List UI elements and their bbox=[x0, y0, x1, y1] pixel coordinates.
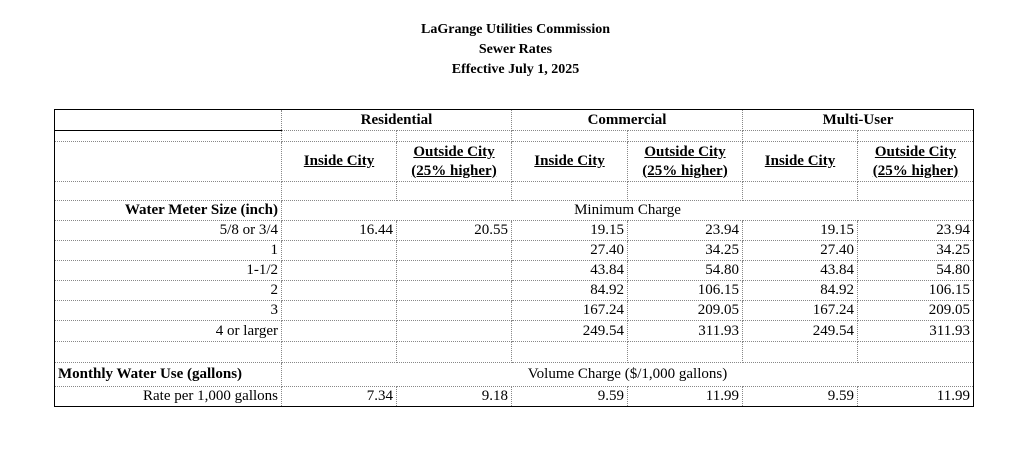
rate-cell: 20.55 bbox=[397, 221, 512, 241]
blank-cell bbox=[858, 182, 974, 201]
multi-user-outside-header bbox=[858, 142, 974, 182]
blank-cell bbox=[628, 342, 743, 363]
commission-title: LaGrange Utilities Commission bbox=[421, 22, 610, 37]
rate-cell: 34.25 bbox=[628, 241, 743, 261]
outside-city-note: (25% higher) bbox=[872, 162, 959, 179]
rate-cell: 106.15 bbox=[628, 281, 743, 301]
rate-cell: 27.40 bbox=[512, 241, 628, 261]
meter-size-cell: 1 bbox=[55, 241, 282, 261]
blank-cell bbox=[512, 182, 628, 201]
inside-city-label: Inside City bbox=[303, 153, 375, 169]
blank-cell bbox=[512, 131, 628, 142]
volume-charge-header-row bbox=[55, 363, 974, 387]
blank-cell bbox=[743, 131, 858, 142]
rate-cell bbox=[282, 321, 397, 342]
blank-cell bbox=[282, 342, 397, 363]
rate-cell: 84.92 bbox=[512, 281, 628, 301]
blank-cell bbox=[858, 131, 974, 142]
spacer-row bbox=[55, 182, 974, 201]
rate-label-cell: Rate per 1,000 gallons bbox=[55, 387, 282, 407]
blank-cell bbox=[282, 131, 397, 142]
meter-size-cell: 4 or larger bbox=[55, 321, 282, 342]
blank-cell bbox=[858, 342, 974, 363]
outside-city-note: (25% higher) bbox=[411, 162, 497, 179]
table-row bbox=[55, 281, 974, 301]
blank-cell bbox=[512, 342, 628, 363]
rate-cell: 9.59 bbox=[512, 387, 628, 407]
title-block bbox=[0, 20, 1031, 80]
spacer-row bbox=[55, 131, 974, 142]
rate-cell bbox=[397, 281, 512, 301]
volume-charge-caption: Volume Charge ($/1,000 gallons) bbox=[282, 363, 974, 387]
spacer-row bbox=[55, 342, 974, 363]
rate-cell: 11.99 bbox=[628, 387, 743, 407]
blank-cell bbox=[397, 342, 512, 363]
group-multi-user: Multi-User bbox=[743, 110, 974, 131]
meter-size-label: Water Meter Size (inch) bbox=[55, 201, 282, 221]
rate-cell: 19.15 bbox=[512, 221, 628, 241]
rate-cell: 311.93 bbox=[858, 321, 974, 342]
table-row bbox=[55, 261, 974, 281]
residential-outside-header bbox=[397, 142, 512, 182]
rate-cell: 16.44 bbox=[282, 221, 397, 241]
blank-cell bbox=[55, 342, 282, 363]
rate-cell: 311.93 bbox=[628, 321, 743, 342]
rate-cell: 19.15 bbox=[743, 221, 858, 241]
inside-city-label: Inside City bbox=[764, 153, 836, 169]
outside-city-label: Outside City bbox=[874, 143, 957, 160]
subheader-row bbox=[55, 142, 974, 182]
rate-cell bbox=[397, 261, 512, 281]
blank-cell bbox=[55, 142, 282, 182]
table-row bbox=[55, 387, 974, 407]
rate-cell: 11.99 bbox=[858, 387, 974, 407]
blank-cell bbox=[743, 182, 858, 201]
rate-cell: 249.54 bbox=[512, 321, 628, 342]
rate-cell bbox=[282, 261, 397, 281]
group-commercial: Commercial bbox=[512, 110, 743, 131]
commercial-outside-header bbox=[628, 142, 743, 182]
rate-cell: 34.25 bbox=[858, 241, 974, 261]
rate-cell: 9.59 bbox=[743, 387, 858, 407]
rate-cell: 106.15 bbox=[858, 281, 974, 301]
meter-size-cell: 2 bbox=[55, 281, 282, 301]
blank-cell bbox=[397, 131, 512, 142]
rate-cell bbox=[397, 301, 512, 321]
minimum-charge-header-row bbox=[55, 201, 974, 221]
minimum-charge-caption: Minimum Charge bbox=[282, 201, 974, 221]
rate-cell: 249.54 bbox=[743, 321, 858, 342]
outside-city-label: Outside City bbox=[644, 143, 726, 160]
blank-cell bbox=[55, 131, 282, 142]
blank-cell bbox=[628, 131, 743, 142]
rate-cell bbox=[282, 281, 397, 301]
document-subtitle: Sewer Rates bbox=[478, 42, 553, 57]
rate-cell bbox=[282, 301, 397, 321]
rate-cell: 23.94 bbox=[858, 221, 974, 241]
rate-cell: 209.05 bbox=[858, 301, 974, 321]
blank-cell bbox=[628, 182, 743, 201]
meter-size-cell: 1-1/2 bbox=[55, 261, 282, 281]
meter-size-cell: 5/8 or 3/4 bbox=[55, 221, 282, 241]
rate-cell bbox=[397, 241, 512, 261]
commercial-inside-header bbox=[512, 142, 628, 182]
rate-cell: 54.80 bbox=[628, 261, 743, 281]
residential-inside-header bbox=[282, 142, 397, 182]
blank-cell bbox=[282, 182, 397, 201]
multi-user-inside-header bbox=[743, 142, 858, 182]
blank-cell bbox=[743, 342, 858, 363]
inside-city-label: Inside City bbox=[534, 153, 605, 169]
rate-cell: 167.24 bbox=[512, 301, 628, 321]
group-header-row bbox=[55, 110, 974, 131]
table-row bbox=[55, 221, 974, 241]
corner-cell bbox=[55, 110, 282, 131]
rate-cell: 27.40 bbox=[743, 241, 858, 261]
rate-cell: 43.84 bbox=[512, 261, 628, 281]
monthly-water-use-label: Monthly Water Use (gallons) bbox=[55, 363, 282, 387]
table-row bbox=[55, 301, 974, 321]
rate-cell: 7.34 bbox=[282, 387, 397, 407]
rate-cell: 23.94 bbox=[628, 221, 743, 241]
blank-cell bbox=[397, 182, 512, 201]
rate-cell bbox=[397, 321, 512, 342]
table-row bbox=[55, 241, 974, 261]
rate-cell: 84.92 bbox=[743, 281, 858, 301]
meter-size-cell: 3 bbox=[55, 301, 282, 321]
rate-cell: 43.84 bbox=[743, 261, 858, 281]
rate-cell: 167.24 bbox=[743, 301, 858, 321]
rate-cell: 9.18 bbox=[397, 387, 512, 407]
sewer-rates-table bbox=[54, 109, 974, 407]
rate-cell: 209.05 bbox=[628, 301, 743, 321]
rate-cell bbox=[282, 241, 397, 261]
outside-city-label: Outside City bbox=[413, 143, 495, 160]
effective-date: Effective July 1, 2025 bbox=[451, 62, 580, 77]
rate-cell: 54.80 bbox=[858, 261, 974, 281]
table-row bbox=[55, 321, 974, 342]
outside-city-note: (25% higher) bbox=[642, 162, 728, 179]
group-residential: Residential bbox=[282, 110, 512, 131]
blank-cell bbox=[55, 182, 282, 201]
